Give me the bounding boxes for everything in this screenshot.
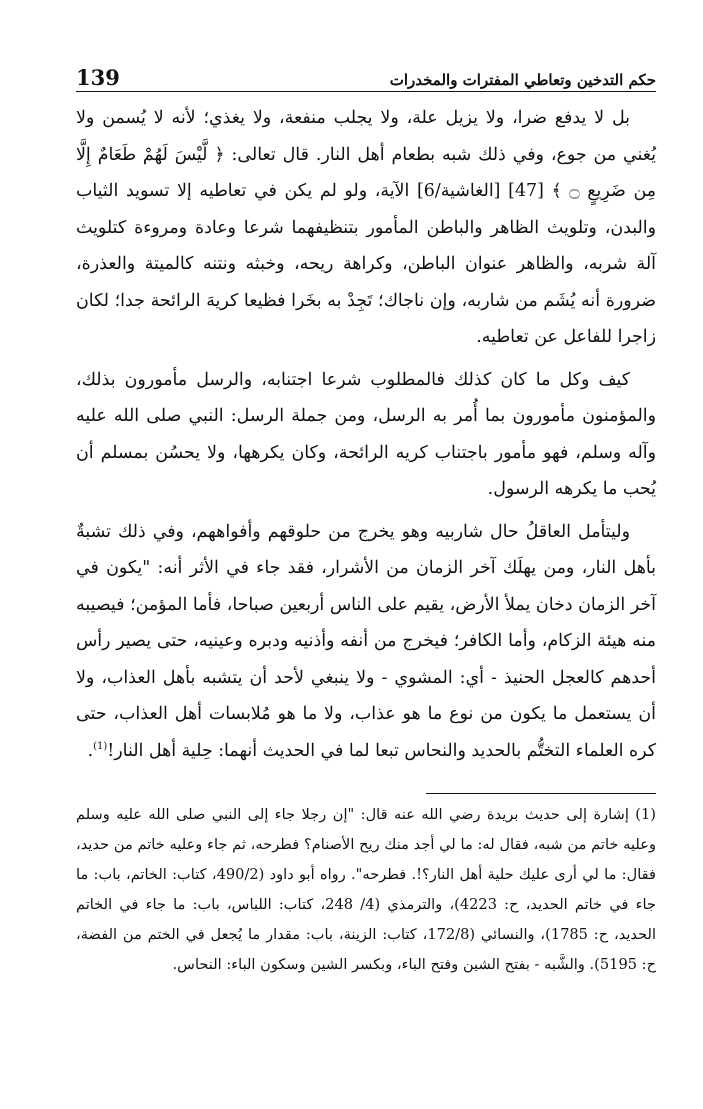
footnote-1: (1) إشارة إلى حديث بريدة رضي الله عنه قال: "إن رجلا جاء إلى النبي صلى الله عليه وسلم وعليه خاتم من شبه، فقال له: ما لي أجد منك ريح الأصنام؟ فطرحه، ثم جاء وعليه خاتم من حديد، فقال: ما لي أرى عليك حلية أهل النار؟!. فطرحه". رواه أبو داود (490/2، كتاب: الخاتم، باب: ما جاء في خاتم الحديد، ح: 4223)، والترمذي (4/ 248، كتاب: اللباس، باب: ما جاء في الخاتم الحديد، ح: 1785)، والنسائي (172/8، كتاب: الزينة، باب: مقدار ما يُجعل في الختم من الفضة، ح: 5195). والشَّبه - بفتح الشين وفتح الباء، وبكسر الشين وسكون الباء: النحاس. — [76, 806, 657, 973]
paragraph-3-text: وليتأمل العاقلُ حال شاربيه وهو يخرج من حلوقهم وأفواههم، وفي ذلك تشبةٌ بأهل النار، ومن يهلَك آخر الزمان من الأشرار، فقد جاء في الأثر أنه: "يكون في آخر الزمان دخان يملأ الأرض، يقيم على الناس أربعين صباحا، فأما المؤمن؛ فيصيبه منه هيئة الزكام، وأما الكافر؛ فيخرج من أنفه وأذنيه ودبره وعينيه، حتى يصير رأس أحدهم كالعجل الحنيذ - أي: المشوي - ولا ينبغي لأحد أن يتشبه بأهل العذاب، ولا أن يستعمل ما يكون من نوع ما هو عذاب، ولا ما هو مُلابسات أهل العذاب، حتى كره العلماء التختُّم بالحديد والنحاس تبعا لما في الحديث أنهما: حِلية أهل النار! — [76, 521, 656, 761]
footnote-reference[interactable]: (1) — [93, 740, 108, 752]
main-text — [76, 100, 656, 769]
page-number: 139 — [76, 65, 120, 90]
paragraph-3-end: . — [87, 740, 94, 761]
footnote-separator — [426, 793, 656, 794]
paragraph-3 — [76, 514, 656, 770]
paragraph-2: كيف وكل ما كان كذلك فالمطلوب شرعا اجتنابه، والرسل مأمورون بذلك، والمؤمنون مأمورون بما أُمر به الرسل، ومن جملة الرسل: النبي صلى الله عليه وآله وسلم، فهو مأمور باجتناب كريه الرائحة، وكان يكرهها، ولا يحسُن بمسلم أن يُحب ما يكرهه الرسول. — [76, 369, 656, 499]
book-page — [76, 58, 656, 980]
page-header — [76, 58, 656, 92]
paragraph-1: بل لا يدفع ضرا، ولا يزيل علة، ولا يجلب منفعة، ولا يغذي؛ لأنه لا يُسمن ولا يُغني من جوع، وفي ذلك شبه بطعام أهل النار. قال تعالى: ﴿ لَّيْسَ لَهُمْ طَعَامٌ إِلَّا مِن ضَرِيعٍ ۝ ﴾ [47] [الغاشية/6] الآية، ولو لم يكن في تعاطيه إلا تسويد الثياب والبدن، وتلويث الظاهر والباطن المأمور بتنظيفهما شرعا وعادة ومروءة كتلويث آلة شربه، والظاهر عنوان الباطن، وكراهة ريحه، وخبثه ونتنه كالميتة والعذرة، ضرورة أنه يُشَم من شاربه، وإن ناجاك؛ تَجِدْ به بخَرا فظيعا كريهَ الرائحة جدا؛ لكان زاجرا للفاعل عن تعاطيه. — [76, 108, 656, 347]
running-title: حكم التدخين وتعاطي المفترات والمخدرات — [389, 71, 656, 89]
